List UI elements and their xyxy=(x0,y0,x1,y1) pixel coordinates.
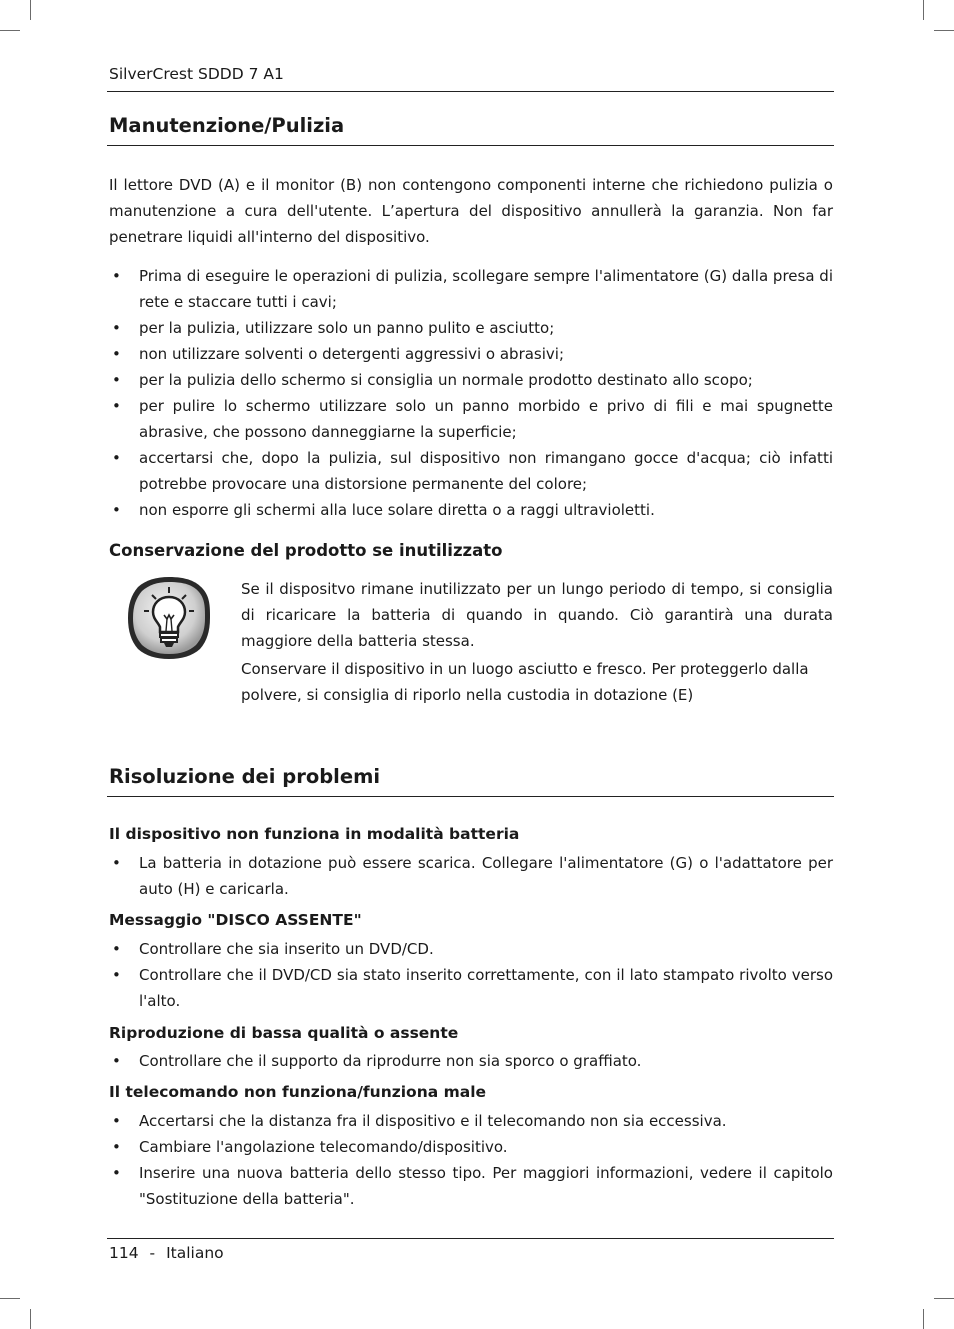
problem-heading: Riproduzione di bassa qualità o assente xyxy=(109,1024,459,1042)
problem-bullet-list xyxy=(109,850,833,902)
crop-mark xyxy=(0,30,20,31)
section-rule xyxy=(107,145,834,146)
crop-mark xyxy=(934,1298,954,1299)
crop-mark xyxy=(923,1309,924,1329)
bullet-icon: • xyxy=(112,1138,121,1156)
crop-mark xyxy=(30,1309,31,1329)
bullet-icon: • xyxy=(112,854,121,872)
list-item: • accertarsi che, dopo la pulizia, sul dispositivo non rimangano gocce d'acqua; ciò infatti potrebbe provocare una distorsione permanente del colore; xyxy=(109,445,833,497)
list-item: • per la pulizia, utilizzare solo un panno pulito e asciutto; xyxy=(109,315,833,341)
bullet-icon: • xyxy=(112,1164,121,1182)
list-item: • Controllare che sia inserito un DVD/CD. xyxy=(109,936,833,962)
footer-language: Italiano xyxy=(166,1244,224,1262)
list-item: • per pulire lo schermo utilizzare solo un panno morbido e privo di fili e mai spugnette abrasive, che possono danneggiarne la superficie; xyxy=(109,393,833,445)
running-header: SilverCrest SDDD 7 A1 xyxy=(109,65,284,83)
list-item: • Controllare che il supporto da riprodurre non sia sporco o graffiato. xyxy=(109,1048,833,1074)
problem-heading: Il dispositivo non funziona in modalità batteria xyxy=(109,825,520,843)
footer-rule xyxy=(107,1238,834,1239)
section-rule xyxy=(107,796,834,797)
crop-mark xyxy=(934,30,954,31)
list-item: • Inserire una nuova batteria dello stesso tipo. Per maggiori informazioni, vedere il capitolo "Sostituzione della batteria". xyxy=(109,1160,833,1212)
storage-paragraph: Conservare il dispositivo in un luogo asciutto e fresco. Per proteggerlo dalla polvere, si consiglia di riporlo nella custodia in dotazione (E) xyxy=(241,660,809,704)
list-item: • non esporre gli schermi alla luce solare diretta o a raggi ultravioletti. xyxy=(109,497,833,523)
bullet-icon: • xyxy=(112,267,121,285)
list-item: • Controllare che il DVD/CD sia stato inserito correttamente, con il lato stampato rivolto verso l'alto. xyxy=(109,962,833,1014)
maintenance-bullet-list xyxy=(109,263,833,523)
bullet-icon: • xyxy=(112,1052,121,1070)
list-item: • Accertarsi che la distanza fra il dispositivo e il telecomando non sia eccessiva. xyxy=(109,1108,833,1134)
bullet-icon: • xyxy=(112,371,121,389)
problem-heading: Messaggio "DISCO ASSENTE" xyxy=(109,911,362,929)
bullet-icon: • xyxy=(112,449,121,467)
bullet-icon: • xyxy=(112,319,121,337)
problem-bullet-list xyxy=(109,936,833,1014)
crop-mark xyxy=(30,0,31,20)
list-item: • per la pulizia dello schermo si consiglia un normale prodotto destinato allo scopo; xyxy=(109,367,833,393)
page-number: 114 xyxy=(109,1244,139,1262)
maintenance-intro: Il lettore DVD (A) e il monitor (B) non contengono componenti interne che richiedono pulizia o manutenzione a cura dell'utente. L’apertura del dispositivo annullerà la garanzia. Non far penetrare liquidi all'interno del dispositivo. xyxy=(109,176,833,246)
crop-mark xyxy=(923,0,924,20)
bullet-icon: • xyxy=(112,501,121,519)
problem-heading: Il telecomando non funziona/funziona male xyxy=(109,1083,487,1101)
header-rule xyxy=(107,91,834,92)
bullet-icon: • xyxy=(112,397,121,415)
bullet-icon: • xyxy=(112,940,121,958)
storage-paragraph: Se il dispositvo rimane inutilizzato per un lungo periodo di tempo, si consiglia di ricaricare la batteria di quando in quando. Ciò garantirà una durata maggiore della batteria stessa. xyxy=(241,580,833,650)
list-item: • La batteria in dotazione può essere scarica. Collegare l'alimentatore (G) o l'adattatore per auto (H) e caricarla. xyxy=(109,850,833,902)
bullet-icon: • xyxy=(112,966,121,984)
list-item: • Prima di eseguire le operazioni di pulizia, scollegare sempre l'alimentatore (G) dalla presa di rete e staccare tutti i cavi; xyxy=(109,263,833,315)
section-title-troubleshooting: Risoluzione dei problemi xyxy=(109,765,381,788)
footer-separator: - xyxy=(149,1244,156,1262)
problem-bullet-list xyxy=(109,1048,833,1074)
list-item: • Cambiare l'angolazione telecomando/dispositivo. xyxy=(109,1134,833,1160)
lightbulb-tip-icon xyxy=(126,575,212,661)
subsection-title-storage: Conservazione del prodotto se inutilizzato xyxy=(109,541,503,560)
problem-bullet-list xyxy=(109,1108,833,1212)
bullet-icon: • xyxy=(112,345,121,363)
section-title-maintenance: Manutenzione/Pulizia xyxy=(109,114,345,137)
list-item: • non utilizzare solventi o detergenti aggressivi o abrasivi; xyxy=(109,341,833,367)
crop-mark xyxy=(0,1298,20,1299)
page-footer xyxy=(109,1244,224,1262)
bullet-icon: • xyxy=(112,1112,121,1130)
